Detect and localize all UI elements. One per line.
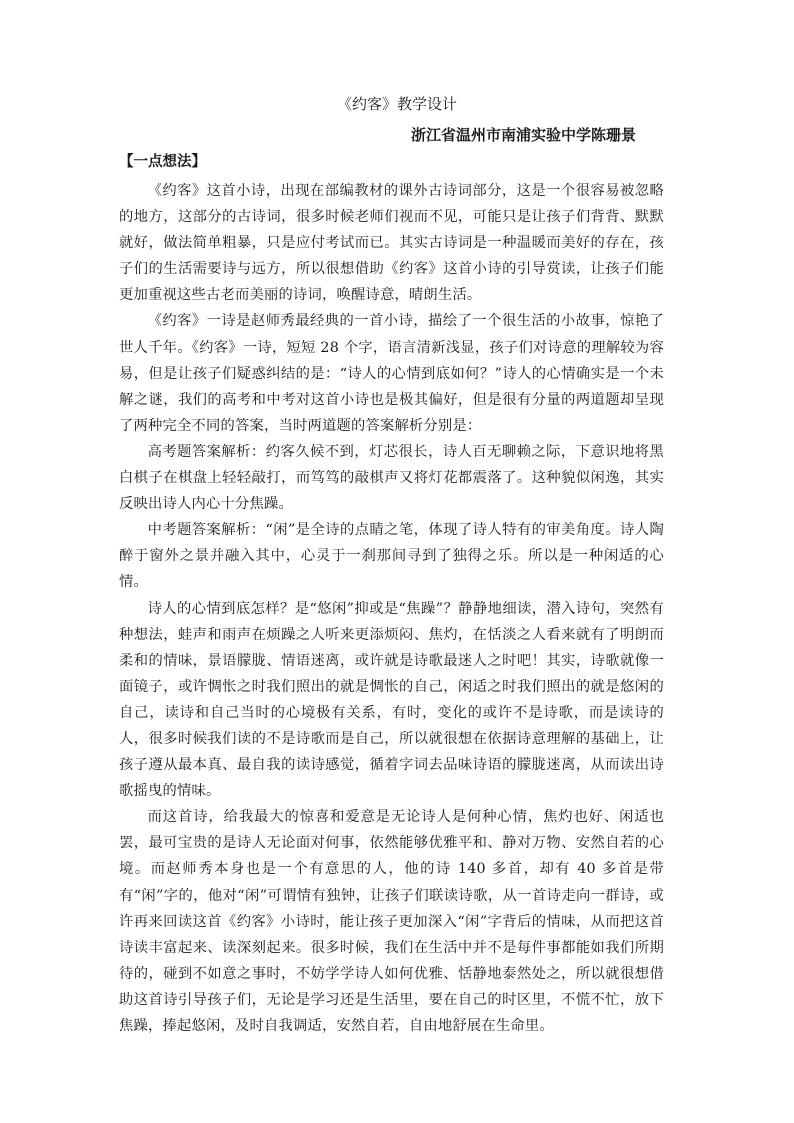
- paragraph: 《约客》这首小诗，出现在部编教材的课外古诗词部分，这是一个很容易被忽略的地方，这部分的古诗词，很多时候老师们视而不见，可能只是让孩子们背背、默默就好，做法简单粗暴，只是应付考试而已。其实古诗词是一种温暖而美好的存在，孩子们的生活需要诗与远方，所以很想借助《约客》这首小诗的引导赏读，让孩子们能更加重视这些古老而美丽的诗词，唤醒诗意，晴朗生活。: [119, 183, 664, 304]
- author-line: 浙江省温州市南浦实验中学陈珊景: [410, 126, 636, 144]
- body-text: [119, 178, 664, 1039]
- paragraph: 中考题答案解析：“闲”是全诗的点睛之笔，体现了诗人特有的审美角度。诗人陶醉于窗外之景并融入其中，心灵于一刹那间寻到了独得之乐。所以是一种闲适的心情。: [119, 522, 664, 591]
- paragraph: 《约客》一诗是赵师秀最经典的一首小诗，描绘了一个很生活的小故事，惊艳了世人千年。《约客》一诗，短短 28 个字，语言清新浅显，孩子们对诗意的理解较为容易，但是让孩子们疑惑纠结的是：“诗人的心情到底如何？”诗人的心情确实是一个未解之谜，我们的高考和中考对这首小诗也是极其偏好，但是很有分量的两道题却呈现了两种完全不同的答案，当时两道题的答案解析分别是：: [119, 313, 664, 434]
- paragraph: 诗人的心情到底怎样？是“悠闲”抑或是“焦躁”？静静地细读，潜入诗句，突然有种想法，蛙声和雨声在烦躁之人听来更添烦闷、焦灼，在恬淡之人看来就有了明朗而柔和的情味，景语朦胧、情语迷离，或许就是诗歌最迷人之时吧！其实，诗歌就像一面镜子，或许惆怅之时我们照出的就是惆怅的自己，闲适之时我们照出的就是悠闲的自己，读诗和自己当时的心境极有关系，有时，变化的或许不是诗歌，而是读诗的人，很多时候我们读的不是诗歌而是自己，所以就很想在依据诗意理解的基础上，让孩子遵从最本真、最自我的读诗感觉，循着字词去品味诗语的朦胧迷离，从而读出诗歌摇曳的情味。: [119, 600, 664, 800]
- paragraph: 高考题答案解析：约客久候不到，灯芯很长，诗人百无聊赖之际，下意识地将黑白棋子在棋盘上轻轻敲打，而笃笃的敲棋声又将灯花都震落了。这种貌似闲逸，其实反映出诗人内心十分焦躁。: [119, 443, 664, 513]
- document-title: 《约客》教学设计: [336, 95, 457, 113]
- section-heading: 【一点想法】: [119, 153, 206, 170]
- paragraph: 而这首诗，给我最大的惊喜和爱意是无论诗人是何种心情，焦灼也好、闲适也罢，最可宝贵的是诗人无论面对何事，依然能够优雅平和、静对万物、安然自若的心境。而赵师秀本身也是一个有意思的人，他的诗 140 多首，却有 40 多首是带有“闲”字的，他对“闲”可谓情有独钟，让孩子们联读诗歌，从一首诗走向一群诗，或许再来回读这首《约客》小诗时，能让孩子更加深入“闲”字背后的情味，从而把这首诗读丰富起来、读深刻起来。很多时候，我们在生活中并不是每件事都能如我们所期待的，碰到不如意之事时，不妨学学诗人如何优雅、恬静地泰然处之，所以就很想借助这首诗引导孩子们，无论是学习还是生活里，要在自己的时区里，不慌不忙，放下焦躁，捧起悠闲，及时自我调适，安然自若，自由地舒展在生命里。: [119, 809, 664, 1034]
